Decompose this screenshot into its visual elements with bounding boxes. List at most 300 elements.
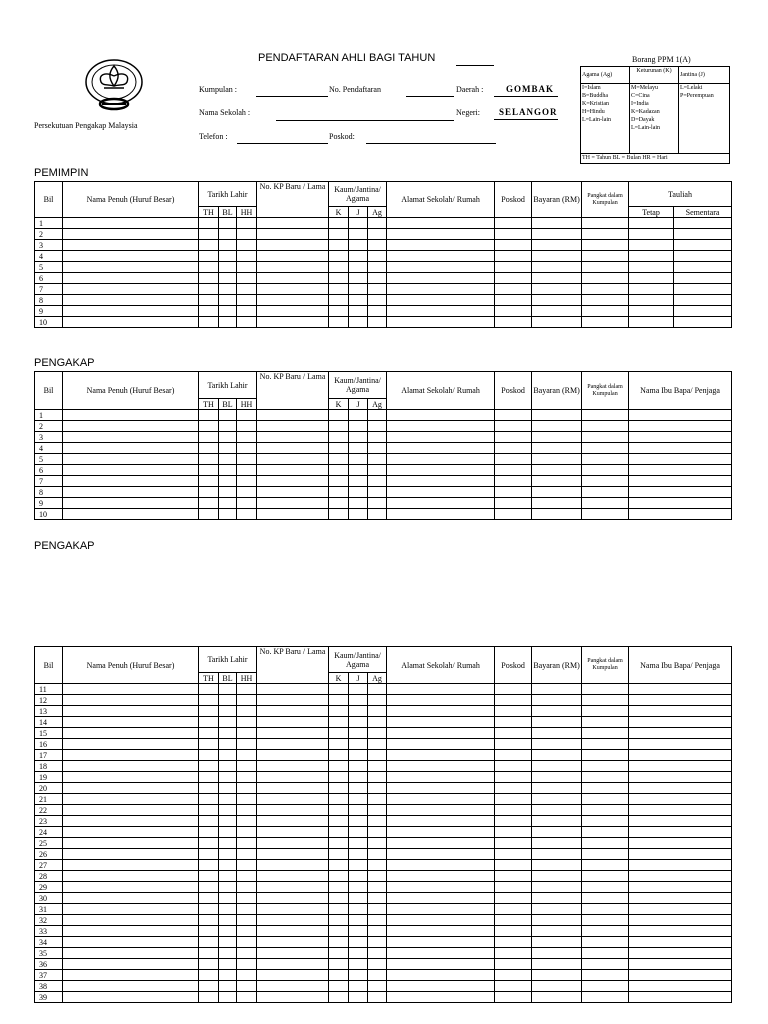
entry-cell[interactable] bbox=[532, 262, 582, 273]
entry-cell[interactable] bbox=[329, 948, 349, 959]
entry-cell[interactable] bbox=[532, 860, 582, 871]
entry-cell[interactable] bbox=[329, 251, 349, 262]
entry-cell[interactable] bbox=[219, 432, 237, 443]
entry-cell[interactable] bbox=[495, 772, 532, 783]
entry-cell[interactable] bbox=[237, 218, 257, 229]
entry-cell[interactable] bbox=[582, 421, 629, 432]
entry-cell[interactable] bbox=[349, 443, 368, 454]
entry-cell[interactable] bbox=[199, 992, 219, 1003]
entry-cell[interactable] bbox=[387, 717, 495, 728]
entry-cell[interactable] bbox=[257, 816, 329, 827]
entry-cell[interactable] bbox=[674, 262, 732, 273]
entry-cell[interactable] bbox=[237, 783, 257, 794]
entry-cell[interactable] bbox=[257, 284, 329, 295]
entry-cell[interactable] bbox=[257, 306, 329, 317]
entry-cell[interactable] bbox=[219, 509, 237, 520]
entry-cell[interactable] bbox=[257, 860, 329, 871]
entry-cell[interactable] bbox=[199, 509, 219, 520]
entry-cell[interactable] bbox=[63, 860, 199, 871]
entry-cell[interactable] bbox=[387, 706, 495, 717]
entry-cell[interactable] bbox=[257, 772, 329, 783]
entry-cell[interactable] bbox=[629, 684, 732, 695]
entry-cell[interactable] bbox=[495, 317, 532, 328]
entry-cell[interactable] bbox=[387, 410, 495, 421]
entry-cell[interactable] bbox=[199, 443, 219, 454]
entry-cell[interactable] bbox=[199, 783, 219, 794]
entry-cell[interactable] bbox=[237, 959, 257, 970]
entry-cell[interactable] bbox=[219, 882, 237, 893]
entry-cell[interactable] bbox=[329, 904, 349, 915]
entry-cell[interactable] bbox=[368, 218, 387, 229]
entry-cell[interactable] bbox=[387, 772, 495, 783]
entry-cell[interactable] bbox=[629, 871, 732, 882]
entry-cell[interactable] bbox=[329, 465, 349, 476]
entry-cell[interactable] bbox=[368, 284, 387, 295]
entry-cell[interactable] bbox=[368, 739, 387, 750]
entry-cell[interactable] bbox=[582, 915, 629, 926]
entry-cell[interactable] bbox=[257, 487, 329, 498]
entry-cell[interactable] bbox=[368, 882, 387, 893]
entry-cell[interactable] bbox=[349, 772, 368, 783]
entry-cell[interactable] bbox=[387, 882, 495, 893]
entry-cell[interactable] bbox=[257, 498, 329, 509]
entry-cell[interactable] bbox=[329, 262, 349, 273]
entry-cell[interactable] bbox=[257, 992, 329, 1003]
entry-cell[interactable] bbox=[368, 783, 387, 794]
entry-cell[interactable] bbox=[532, 893, 582, 904]
entry-cell[interactable] bbox=[63, 262, 199, 273]
entry-cell[interactable] bbox=[582, 251, 629, 262]
entry-cell[interactable] bbox=[199, 240, 219, 251]
entry-cell[interactable] bbox=[329, 970, 349, 981]
entry-cell[interactable] bbox=[495, 750, 532, 761]
entry-cell[interactable] bbox=[368, 838, 387, 849]
entry-cell[interactable] bbox=[368, 761, 387, 772]
entry-cell[interactable] bbox=[532, 218, 582, 229]
entry-cell[interactable] bbox=[629, 838, 732, 849]
entry-cell[interactable] bbox=[495, 860, 532, 871]
entry-cell[interactable] bbox=[237, 240, 257, 251]
entry-cell[interactable] bbox=[532, 284, 582, 295]
entry-cell[interactable] bbox=[387, 240, 495, 251]
entry-cell[interactable] bbox=[387, 904, 495, 915]
entry-cell[interactable] bbox=[329, 860, 349, 871]
entry-cell[interactable] bbox=[368, 465, 387, 476]
entry-cell[interactable] bbox=[329, 959, 349, 970]
entry-cell[interactable] bbox=[219, 838, 237, 849]
entry-cell[interactable] bbox=[368, 915, 387, 926]
entry-cell[interactable] bbox=[629, 904, 732, 915]
entry-cell[interactable] bbox=[368, 849, 387, 860]
entry-cell[interactable] bbox=[237, 717, 257, 728]
entry-cell[interactable] bbox=[368, 717, 387, 728]
entry-cell[interactable] bbox=[257, 476, 329, 487]
entry-cell[interactable] bbox=[629, 251, 674, 262]
entry-cell[interactable] bbox=[532, 816, 582, 827]
entry-cell[interactable] bbox=[237, 498, 257, 509]
entry-cell[interactable] bbox=[387, 926, 495, 937]
entry-cell[interactable] bbox=[199, 838, 219, 849]
entry-cell[interactable] bbox=[387, 218, 495, 229]
entry-cell[interactable] bbox=[237, 487, 257, 498]
entry-cell[interactable] bbox=[495, 717, 532, 728]
entry-cell[interactable] bbox=[329, 816, 349, 827]
entry-cell[interactable] bbox=[532, 717, 582, 728]
entry-cell[interactable] bbox=[349, 882, 368, 893]
entry-cell[interactable] bbox=[387, 948, 495, 959]
entry-cell[interactable] bbox=[495, 695, 532, 706]
entry-cell[interactable] bbox=[349, 838, 368, 849]
entry-cell[interactable] bbox=[532, 695, 582, 706]
entry-cell[interactable] bbox=[349, 970, 368, 981]
entry-cell[interactable] bbox=[199, 750, 219, 761]
entry-cell[interactable] bbox=[329, 706, 349, 717]
entry-cell[interactable] bbox=[63, 783, 199, 794]
entry-cell[interactable] bbox=[63, 509, 199, 520]
entry-cell[interactable] bbox=[63, 684, 199, 695]
entry-cell[interactable] bbox=[629, 443, 732, 454]
entry-cell[interactable] bbox=[349, 240, 368, 251]
entry-cell[interactable] bbox=[387, 728, 495, 739]
entry-cell[interactable] bbox=[532, 871, 582, 882]
entry-cell[interactable] bbox=[495, 229, 532, 240]
entry-cell[interactable] bbox=[368, 992, 387, 1003]
entry-cell[interactable] bbox=[219, 926, 237, 937]
entry-cell[interactable] bbox=[349, 498, 368, 509]
entry-cell[interactable] bbox=[237, 981, 257, 992]
entry-cell[interactable] bbox=[532, 849, 582, 860]
entry-cell[interactable] bbox=[349, 827, 368, 838]
entry-cell[interactable] bbox=[219, 454, 237, 465]
entry-cell[interactable] bbox=[63, 992, 199, 1003]
entry-cell[interactable] bbox=[219, 970, 237, 981]
entry-cell[interactable] bbox=[63, 487, 199, 498]
entry-cell[interactable] bbox=[629, 926, 732, 937]
entry-cell[interactable] bbox=[582, 739, 629, 750]
entry-cell[interactable] bbox=[199, 849, 219, 860]
entry-cell[interactable] bbox=[237, 860, 257, 871]
entry-cell[interactable] bbox=[257, 410, 329, 421]
entry-cell[interactable] bbox=[257, 937, 329, 948]
entry-cell[interactable] bbox=[368, 410, 387, 421]
entry-cell[interactable] bbox=[237, 750, 257, 761]
entry-cell[interactable] bbox=[329, 273, 349, 284]
entry-cell[interactable] bbox=[629, 465, 732, 476]
entry-cell[interactable] bbox=[349, 915, 368, 926]
entry-cell[interactable] bbox=[63, 882, 199, 893]
entry-cell[interactable] bbox=[495, 838, 532, 849]
entry-cell[interactable] bbox=[219, 728, 237, 739]
entry-cell[interactable] bbox=[368, 816, 387, 827]
entry-cell[interactable] bbox=[329, 992, 349, 1003]
entry-cell[interactable] bbox=[257, 915, 329, 926]
entry-cell[interactable] bbox=[495, 218, 532, 229]
entry-cell[interactable] bbox=[219, 251, 237, 262]
entry-cell[interactable] bbox=[387, 860, 495, 871]
entry-cell[interactable] bbox=[349, 465, 368, 476]
entry-cell[interactable] bbox=[532, 794, 582, 805]
entry-cell[interactable] bbox=[387, 306, 495, 317]
entry-cell[interactable] bbox=[219, 229, 237, 240]
entry-cell[interactable] bbox=[257, 251, 329, 262]
entry-cell[interactable] bbox=[199, 728, 219, 739]
entry-cell[interactable] bbox=[219, 772, 237, 783]
entry-cell[interactable] bbox=[219, 465, 237, 476]
entry-cell[interactable] bbox=[532, 783, 582, 794]
entry-cell[interactable] bbox=[219, 476, 237, 487]
entry-cell[interactable] bbox=[629, 509, 732, 520]
entry-cell[interactable] bbox=[349, 739, 368, 750]
entry-cell[interactable] bbox=[495, 915, 532, 926]
entry-cell[interactable] bbox=[257, 218, 329, 229]
entry-cell[interactable] bbox=[329, 306, 349, 317]
entry-cell[interactable] bbox=[349, 262, 368, 273]
entry-cell[interactable] bbox=[368, 317, 387, 328]
entry-cell[interactable] bbox=[532, 240, 582, 251]
entry-cell[interactable] bbox=[63, 706, 199, 717]
entry-cell[interactable] bbox=[199, 937, 219, 948]
entry-cell[interactable] bbox=[237, 728, 257, 739]
entry-cell[interactable] bbox=[199, 948, 219, 959]
entry-cell[interactable] bbox=[532, 937, 582, 948]
entry-cell[interactable] bbox=[329, 717, 349, 728]
entry-cell[interactable] bbox=[629, 476, 732, 487]
entry-cell[interactable] bbox=[532, 772, 582, 783]
entry-cell[interactable] bbox=[495, 937, 532, 948]
entry-cell[interactable] bbox=[629, 948, 732, 959]
entry-cell[interactable] bbox=[63, 761, 199, 772]
entry-cell[interactable] bbox=[237, 849, 257, 860]
entry-cell[interactable] bbox=[532, 306, 582, 317]
entry-cell[interactable] bbox=[629, 295, 674, 306]
entry-cell[interactable] bbox=[257, 794, 329, 805]
entry-cell[interactable] bbox=[237, 805, 257, 816]
entry-cell[interactable] bbox=[63, 306, 199, 317]
entry-cell[interactable] bbox=[582, 262, 629, 273]
entry-cell[interactable] bbox=[219, 739, 237, 750]
entry-cell[interactable] bbox=[387, 229, 495, 240]
entry-cell[interactable] bbox=[219, 240, 237, 251]
entry-cell[interactable] bbox=[329, 443, 349, 454]
entry-cell[interactable] bbox=[532, 410, 582, 421]
entry-cell[interactable] bbox=[237, 684, 257, 695]
entry-cell[interactable] bbox=[368, 509, 387, 520]
entry-cell[interactable] bbox=[63, 695, 199, 706]
entry-cell[interactable] bbox=[199, 317, 219, 328]
entry-cell[interactable] bbox=[349, 706, 368, 717]
entry-cell[interactable] bbox=[329, 728, 349, 739]
entry-cell[interactable] bbox=[532, 432, 582, 443]
entry-cell[interactable] bbox=[368, 262, 387, 273]
entry-cell[interactable] bbox=[368, 937, 387, 948]
entry-cell[interactable] bbox=[629, 794, 732, 805]
entry-cell[interactable] bbox=[387, 509, 495, 520]
entry-cell[interactable] bbox=[329, 926, 349, 937]
entry-cell[interactable] bbox=[199, 772, 219, 783]
entry-cell[interactable] bbox=[629, 717, 732, 728]
entry-cell[interactable] bbox=[257, 750, 329, 761]
entry-cell[interactable] bbox=[495, 728, 532, 739]
entry-cell[interactable] bbox=[387, 262, 495, 273]
entry-cell[interactable] bbox=[219, 717, 237, 728]
entry-cell[interactable] bbox=[629, 827, 732, 838]
entry-cell[interactable] bbox=[368, 295, 387, 306]
nama-sekolah-field[interactable] bbox=[276, 120, 454, 121]
entry-cell[interactable] bbox=[532, 251, 582, 262]
entry-cell[interactable] bbox=[199, 893, 219, 904]
entry-cell[interactable] bbox=[349, 684, 368, 695]
entry-cell[interactable] bbox=[582, 772, 629, 783]
entry-cell[interactable] bbox=[237, 295, 257, 306]
entry-cell[interactable] bbox=[368, 893, 387, 904]
entry-cell[interactable] bbox=[349, 904, 368, 915]
entry-cell[interactable] bbox=[629, 240, 674, 251]
entry-cell[interactable] bbox=[199, 794, 219, 805]
entry-cell[interactable] bbox=[63, 317, 199, 328]
entry-cell[interactable] bbox=[629, 893, 732, 904]
entry-cell[interactable] bbox=[257, 317, 329, 328]
entry-cell[interactable] bbox=[257, 229, 329, 240]
entry-cell[interactable] bbox=[329, 684, 349, 695]
entry-cell[interactable] bbox=[199, 284, 219, 295]
entry-cell[interactable] bbox=[63, 750, 199, 761]
telefon-field[interactable] bbox=[237, 143, 328, 144]
entry-cell[interactable] bbox=[387, 295, 495, 306]
entry-cell[interactable] bbox=[63, 937, 199, 948]
entry-cell[interactable] bbox=[387, 251, 495, 262]
entry-cell[interactable] bbox=[219, 761, 237, 772]
entry-cell[interactable] bbox=[237, 871, 257, 882]
entry-cell[interactable] bbox=[219, 750, 237, 761]
entry-cell[interactable] bbox=[219, 860, 237, 871]
entry-cell[interactable] bbox=[63, 959, 199, 970]
entry-cell[interactable] bbox=[582, 860, 629, 871]
entry-cell[interactable] bbox=[257, 728, 329, 739]
entry-cell[interactable] bbox=[237, 794, 257, 805]
entry-cell[interactable] bbox=[368, 432, 387, 443]
entry-cell[interactable] bbox=[329, 772, 349, 783]
entry-cell[interactable] bbox=[257, 421, 329, 432]
entry-cell[interactable] bbox=[63, 240, 199, 251]
entry-cell[interactable] bbox=[387, 695, 495, 706]
entry-cell[interactable] bbox=[495, 904, 532, 915]
entry-cell[interactable] bbox=[349, 251, 368, 262]
entry-cell[interactable] bbox=[582, 443, 629, 454]
entry-cell[interactable] bbox=[329, 739, 349, 750]
entry-cell[interactable] bbox=[237, 273, 257, 284]
entry-cell[interactable] bbox=[629, 783, 732, 794]
entry-cell[interactable] bbox=[582, 981, 629, 992]
entry-cell[interactable] bbox=[329, 761, 349, 772]
entry-cell[interactable] bbox=[387, 443, 495, 454]
entry-cell[interactable] bbox=[329, 783, 349, 794]
entry-cell[interactable] bbox=[349, 487, 368, 498]
entry-cell[interactable] bbox=[329, 827, 349, 838]
entry-cell[interactable] bbox=[387, 937, 495, 948]
entry-cell[interactable] bbox=[532, 838, 582, 849]
entry-cell[interactable] bbox=[63, 284, 199, 295]
entry-cell[interactable] bbox=[257, 805, 329, 816]
entry-cell[interactable] bbox=[532, 443, 582, 454]
entry-cell[interactable] bbox=[629, 728, 732, 739]
entry-cell[interactable] bbox=[387, 816, 495, 827]
entry-cell[interactable] bbox=[387, 959, 495, 970]
entry-cell[interactable] bbox=[532, 273, 582, 284]
entry-cell[interactable] bbox=[349, 816, 368, 827]
entry-cell[interactable] bbox=[532, 904, 582, 915]
entry-cell[interactable] bbox=[495, 306, 532, 317]
entry-cell[interactable] bbox=[582, 410, 629, 421]
entry-cell[interactable] bbox=[349, 695, 368, 706]
entry-cell[interactable] bbox=[219, 959, 237, 970]
entry-cell[interactable] bbox=[219, 421, 237, 432]
entry-cell[interactable] bbox=[368, 454, 387, 465]
entry-cell[interactable] bbox=[199, 432, 219, 443]
entry-cell[interactable] bbox=[329, 410, 349, 421]
entry-cell[interactable] bbox=[674, 251, 732, 262]
entry-cell[interactable] bbox=[219, 783, 237, 794]
entry-cell[interactable] bbox=[495, 432, 532, 443]
entry-cell[interactable] bbox=[199, 684, 219, 695]
entry-cell[interactable] bbox=[237, 827, 257, 838]
entry-cell[interactable] bbox=[63, 838, 199, 849]
entry-cell[interactable] bbox=[349, 421, 368, 432]
entry-cell[interactable] bbox=[63, 273, 199, 284]
entry-cell[interactable] bbox=[257, 295, 329, 306]
entry-cell[interactable] bbox=[257, 454, 329, 465]
entry-cell[interactable] bbox=[532, 706, 582, 717]
entry-cell[interactable] bbox=[329, 893, 349, 904]
entry-cell[interactable] bbox=[495, 284, 532, 295]
entry-cell[interactable] bbox=[495, 959, 532, 970]
entry-cell[interactable] bbox=[219, 794, 237, 805]
entry-cell[interactable] bbox=[219, 937, 237, 948]
entry-cell[interactable] bbox=[629, 816, 732, 827]
entry-cell[interactable] bbox=[582, 838, 629, 849]
entry-cell[interactable] bbox=[199, 904, 219, 915]
entry-cell[interactable] bbox=[329, 229, 349, 240]
entry-cell[interactable] bbox=[237, 509, 257, 520]
entry-cell[interactable] bbox=[199, 421, 219, 432]
entry-cell[interactable] bbox=[674, 240, 732, 251]
entry-cell[interactable] bbox=[582, 465, 629, 476]
entry-cell[interactable] bbox=[237, 937, 257, 948]
entry-cell[interactable] bbox=[495, 783, 532, 794]
entry-cell[interactable] bbox=[257, 717, 329, 728]
entry-cell[interactable] bbox=[368, 229, 387, 240]
entry-cell[interactable] bbox=[368, 421, 387, 432]
entry-cell[interactable] bbox=[368, 498, 387, 509]
entry-cell[interactable] bbox=[387, 981, 495, 992]
entry-cell[interactable] bbox=[629, 317, 674, 328]
entry-cell[interactable] bbox=[257, 882, 329, 893]
entry-cell[interactable] bbox=[329, 981, 349, 992]
entry-cell[interactable] bbox=[349, 992, 368, 1003]
entry-cell[interactable] bbox=[582, 904, 629, 915]
entry-cell[interactable] bbox=[237, 992, 257, 1003]
entry-cell[interactable] bbox=[629, 273, 674, 284]
entry-cell[interactable] bbox=[329, 882, 349, 893]
entry-cell[interactable] bbox=[368, 750, 387, 761]
entry-cell[interactable] bbox=[582, 992, 629, 1003]
entry-cell[interactable] bbox=[199, 454, 219, 465]
entry-cell[interactable] bbox=[674, 295, 732, 306]
entry-cell[interactable] bbox=[532, 882, 582, 893]
entry-cell[interactable] bbox=[387, 487, 495, 498]
entry-cell[interactable] bbox=[237, 915, 257, 926]
entry-cell[interactable] bbox=[368, 970, 387, 981]
entry-cell[interactable] bbox=[532, 992, 582, 1003]
